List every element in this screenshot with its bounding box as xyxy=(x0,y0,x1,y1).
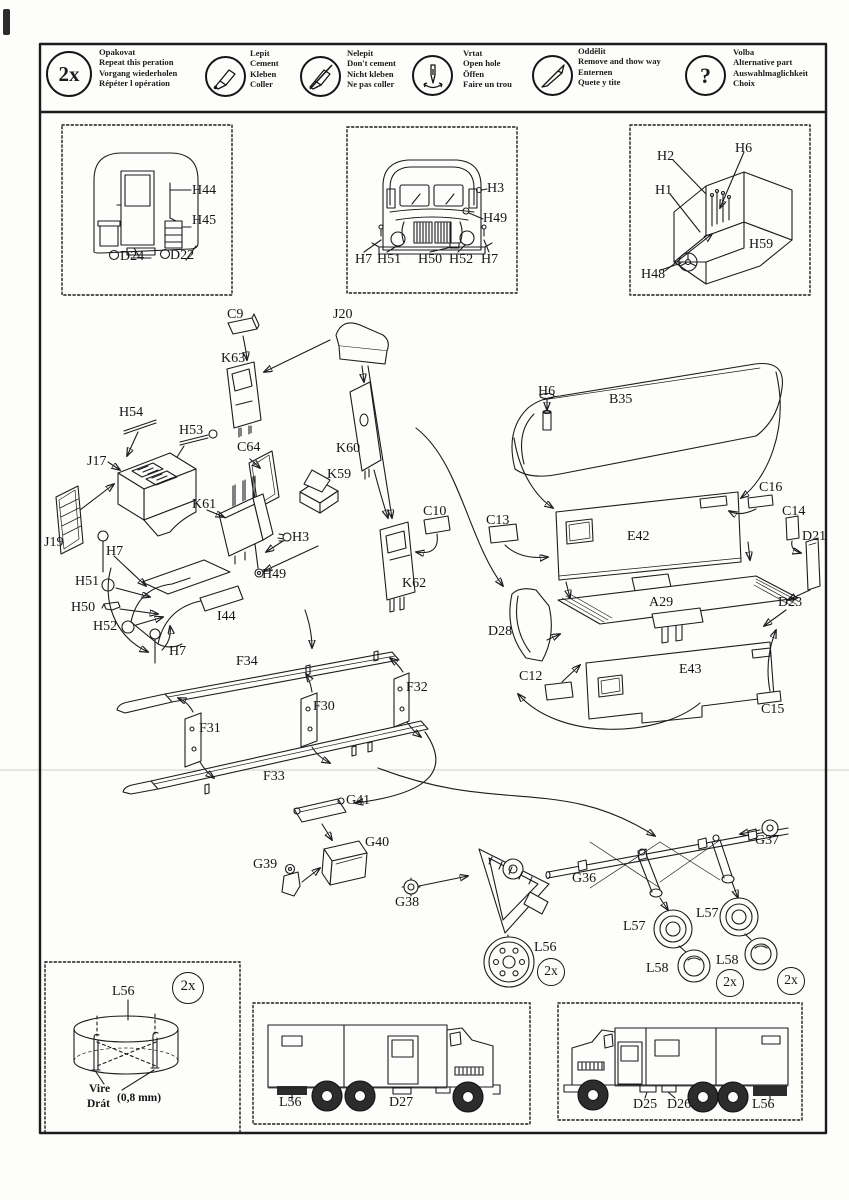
part-label-h52: H52 xyxy=(93,619,118,634)
part-label-h49: H49 xyxy=(262,567,287,582)
legend-text-option: Volba Alternative part Auswahlmaglichkeit Choix xyxy=(733,47,808,89)
part-label-h45: H45 xyxy=(192,213,217,228)
part-label-h59: H59 xyxy=(749,237,774,252)
question-mark-symbol: ? xyxy=(700,62,711,88)
part-label-c64: C64 xyxy=(237,440,261,455)
part-label-d25: D25 xyxy=(633,1097,658,1112)
part-label-j20: J20 xyxy=(333,307,353,322)
part-label-2x: 2x xyxy=(537,958,565,986)
part-label-l56: L56 xyxy=(279,1095,302,1110)
inset-cab-interior xyxy=(630,125,810,295)
legend-text-repeat: Opakovat Repeat this peration Vorgang wiederholen Répéter l opération xyxy=(99,47,178,89)
part-label-k63: K63 xyxy=(221,351,246,366)
part-label-d24: D24 xyxy=(120,249,145,264)
carriage-and-wheels xyxy=(282,798,788,987)
part-label-k60: K60 xyxy=(336,441,361,456)
part-label-l57: L57 xyxy=(623,919,646,934)
cement-icon xyxy=(205,56,246,97)
truck-right-inset xyxy=(558,1003,802,1120)
part-label-h52: H52 xyxy=(449,252,474,267)
part-label-k61: K61 xyxy=(192,497,217,512)
repeat-2x-symbol: 2x xyxy=(58,61,80,86)
part-label-e43: E43 xyxy=(679,662,702,677)
part-label-g37: G37 xyxy=(755,833,780,848)
part-label-i44: I44 xyxy=(217,609,236,624)
part-label-f31: F31 xyxy=(199,721,221,736)
part-label-j19: J19 xyxy=(44,535,64,550)
legend-text-cut: Oddělit Remove and thow way Enternen Quete y tite xyxy=(578,46,661,88)
part-label-j17: J17 xyxy=(87,454,107,469)
legend-text-no-cement: Nelepit Don't cement Nicht kleben Ne pas coller xyxy=(347,48,396,90)
part-label-h2: H2 xyxy=(657,149,675,164)
knife-icon xyxy=(532,55,573,96)
no-cement-icon xyxy=(300,56,341,97)
part-label-h6: H6 xyxy=(538,384,556,399)
part-label-h54: H54 xyxy=(119,405,144,420)
part-label-l58: L58 xyxy=(646,961,669,976)
part-label-h50: H50 xyxy=(418,252,443,267)
part-label-h3: H3 xyxy=(487,181,505,196)
part-label-h51: H51 xyxy=(75,574,100,589)
part-label-g41: G41 xyxy=(346,793,371,808)
chassis-frame-parts xyxy=(117,651,655,836)
part-label-c10: C10 xyxy=(423,504,447,519)
wire-jig-inset xyxy=(45,962,240,1133)
part-label-d28: D28 xyxy=(488,624,513,639)
part-label-h3: H3 xyxy=(292,530,310,545)
part-label-l57: L57 xyxy=(696,906,719,921)
part-label-g36: G36 xyxy=(572,871,597,886)
part-label-h49: H49 xyxy=(483,211,508,226)
part-label-d23: D23 xyxy=(778,595,803,610)
part-label-c9: C9 xyxy=(227,307,244,322)
part-label-2x: 2x xyxy=(172,972,204,1004)
part-label-g39: G39 xyxy=(253,857,278,872)
part-label-h48: H48 xyxy=(641,267,666,282)
legend-text-drill: Vrtat Open hole Öffen Faire un trou xyxy=(463,48,512,90)
part-label-c13: C13 xyxy=(486,513,510,528)
part-label-2x: 2x xyxy=(777,967,805,995)
part-label-h6: H6 xyxy=(735,141,753,156)
part-label-f32: F32 xyxy=(406,680,428,695)
part-label-l56: L56 xyxy=(752,1097,775,1112)
part-label-k62: K62 xyxy=(402,576,427,591)
part-label-l56: L56 xyxy=(534,940,557,955)
part-label-h7: H7 xyxy=(106,544,124,559)
inset-cab-front-view xyxy=(347,127,517,293)
part-label-d21: D21 xyxy=(802,529,827,544)
part-label-e42: E42 xyxy=(627,529,650,544)
part-label-dr-t: Drát xyxy=(87,1098,110,1110)
part-label-d26: D26 xyxy=(667,1097,692,1112)
part-label--0-8-mm-: (0,8 mm) xyxy=(117,1092,162,1104)
part-label-h53: H53 xyxy=(179,423,204,438)
part-label-2x: 2x xyxy=(716,969,744,997)
part-label-h51: H51 xyxy=(377,252,402,267)
part-label-h7: H7 xyxy=(481,252,499,267)
part-label-g38: G38 xyxy=(395,895,420,910)
part-label-f30: F30 xyxy=(313,699,335,714)
exploded-body-parts xyxy=(380,364,820,730)
part-label-l58: L58 xyxy=(716,953,739,968)
drill-icon xyxy=(412,55,453,96)
part-label-k59: K59 xyxy=(327,467,352,482)
exploded-cab-parts xyxy=(56,314,392,663)
part-label-h7: H7 xyxy=(169,644,187,659)
part-label-h7: H7 xyxy=(355,252,373,267)
part-label-g40: G40 xyxy=(365,835,390,850)
part-label-b35: B35 xyxy=(609,392,633,407)
question-mark-icon xyxy=(685,55,726,96)
part-label-f33: F33 xyxy=(263,769,285,784)
part-label-h44: H44 xyxy=(192,183,217,198)
part-label-c15: C15 xyxy=(761,702,785,717)
part-label-d22: D22 xyxy=(170,248,195,263)
inset-rear-view xyxy=(62,125,232,295)
part-label-h50: H50 xyxy=(71,600,96,615)
repeat-2x-icon xyxy=(46,51,92,97)
part-label-c14: C14 xyxy=(782,504,806,519)
part-label-c16: C16 xyxy=(759,480,783,495)
legend-text-cement: Lepit Cement Kleben Coller xyxy=(250,48,279,90)
part-label-a29: A29 xyxy=(649,595,674,610)
part-label-d27: D27 xyxy=(389,1095,414,1110)
truck-left-inset xyxy=(253,1003,530,1124)
part-label-vire: Vire xyxy=(89,1083,111,1095)
part-label-h1: H1 xyxy=(655,183,673,198)
part-label-f34: F34 xyxy=(236,654,258,669)
part-label-c12: C12 xyxy=(519,669,543,684)
part-label-l56: L56 xyxy=(112,984,135,999)
